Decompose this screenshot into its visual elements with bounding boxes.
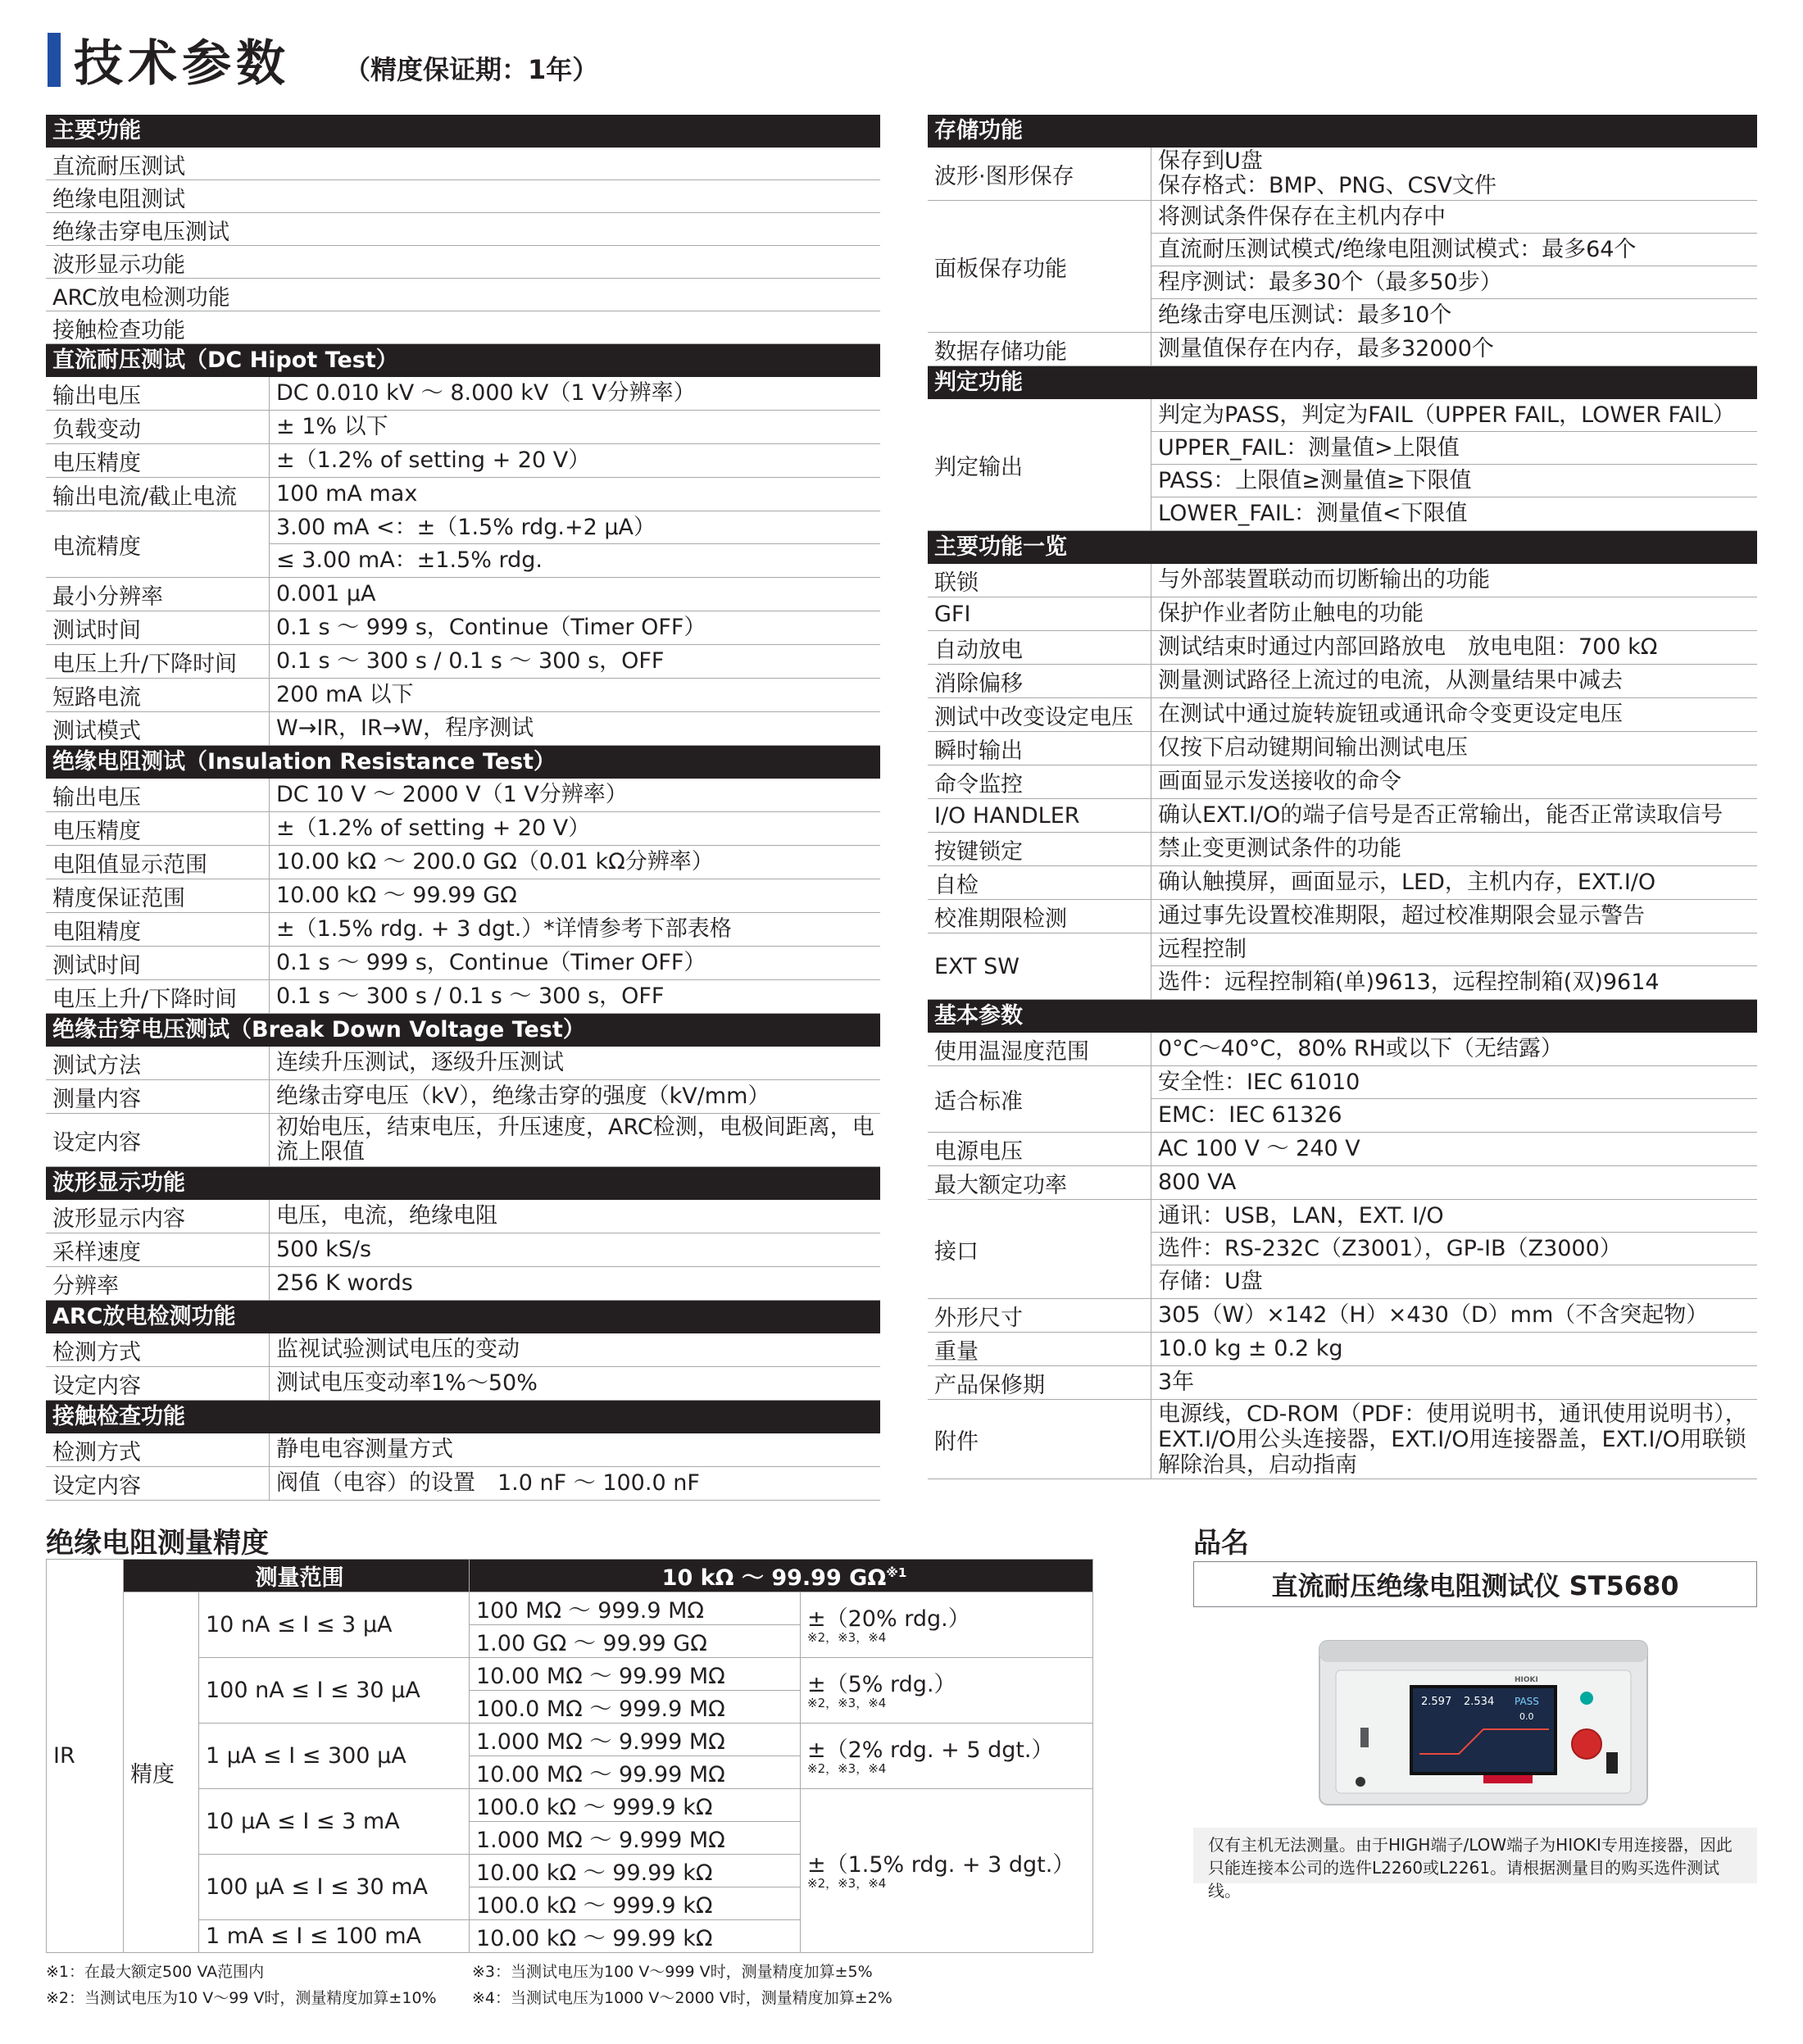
spec-label: 精度保证范围 xyxy=(52,885,185,911)
main-function-list xyxy=(46,148,880,344)
resistance-range: 10.00 MΩ ～ 99.99 MΩ xyxy=(470,1756,801,1789)
accuracy-value xyxy=(801,1592,1093,1658)
spec-label: 电压精度 xyxy=(52,818,141,844)
resistance-range: 10.00 MΩ ～ 99.99 MΩ xyxy=(470,1658,801,1691)
spec-value: 确认触摸屏，画面显示，LED，主机内存，EXT.I/O xyxy=(1158,870,1656,895)
current-range: 1 µA ≤ I ≤ 300 µA xyxy=(199,1724,470,1789)
spec-label: 测试时间 xyxy=(52,952,141,979)
range-header: 测量范围 xyxy=(124,1560,470,1592)
function-list-table xyxy=(928,564,1757,1000)
arc-table xyxy=(46,1333,880,1401)
spec-label: 测试模式 xyxy=(52,718,141,744)
accuracy-main: ±（1.5% rdg. + 3 dgt.） xyxy=(807,1851,1075,1878)
spec-label: 设定内容 xyxy=(52,1129,141,1156)
right-spec-column xyxy=(928,115,1757,1479)
accuracy-main: ±（5% rdg.） xyxy=(807,1671,956,1697)
current-range: 100 nA ≤ I ≤ 30 µA xyxy=(199,1658,470,1724)
section-storage: 存储功能 xyxy=(928,115,1757,148)
title-accent-bar xyxy=(48,33,61,87)
spec-label: 波形·图形保存 xyxy=(934,163,1074,189)
spec-label: 面板保存功能 xyxy=(934,256,1067,282)
resistance-range: 100.0 MΩ ～ 999.9 MΩ xyxy=(470,1691,801,1724)
spec-value: 通讯：USB，LAN，EXT. I/O xyxy=(1151,1200,1757,1233)
span-header xyxy=(470,1560,1093,1592)
spec-value: 阀值（电容）的设置 1.0 nF ～ 100.0 nF xyxy=(276,1470,700,1496)
spec-label: 电压上升/下降时间 xyxy=(52,986,238,1012)
spec-value: 选件：远程控制箱(单)9613，远程控制箱(双)9614 xyxy=(1158,970,1660,995)
spec-label: 消除偏移 xyxy=(934,670,1023,697)
spec-label: 产品保修期 xyxy=(934,1372,1045,1398)
spec-value: 10.00 kΩ ～ 200.0 GΩ（0.01 kΩ分辨率） xyxy=(276,849,714,874)
spec-label: 设定内容 xyxy=(52,1473,141,1499)
spec-value: 测试电压变动率1%～50% xyxy=(276,1370,538,1396)
accuracy-main: ±（20% rdg.） xyxy=(807,1606,970,1632)
span-header-text: 10 kΩ ～ 99.99 GΩ xyxy=(661,1565,887,1591)
spec-value: 程序测试：最多30个（最多50步） xyxy=(1151,266,1757,299)
spec-label: 测量内容 xyxy=(52,1086,141,1112)
current-range: 10 nA ≤ I ≤ 3 µA xyxy=(199,1592,470,1658)
precision-cell: 精度 xyxy=(124,1592,199,1953)
section-judgement: 判定功能 xyxy=(928,366,1757,399)
spec-value: 测量测试路径上流过的电流，从测量结果中减去 xyxy=(1158,668,1623,693)
spec-value: ±（1.2% of setting + 20 V） xyxy=(276,815,591,841)
spec-value: 直流耐压测试模式/绝缘电阻测试模式：最多64个 xyxy=(1151,234,1757,266)
section-contact-check: 接触检查功能 xyxy=(46,1401,880,1433)
page-title: 技术参数 xyxy=(74,35,290,93)
spec-value: 200 mA 以下 xyxy=(276,682,414,707)
current-range: 1 mA ≤ I ≤ 100 mA xyxy=(199,1920,470,1953)
spec-value: 远程控制 xyxy=(1151,933,1757,966)
section-main-functions: 主要功能 xyxy=(46,115,880,148)
spec-value: 确认EXT.I/O的端子信号是否正常输出，能否正常读取信号 xyxy=(1158,802,1724,828)
spec-label: 电源电压 xyxy=(934,1138,1023,1165)
spec-value: 800 VA xyxy=(1158,1170,1237,1195)
spec-line: 保存格式：BMP、PNG、CSV文件 xyxy=(1158,173,1496,198)
spec-label: 测试时间 xyxy=(52,617,141,643)
spec-label: 电阻精度 xyxy=(52,919,141,945)
spec-label: 判定输出 xyxy=(934,454,1023,480)
spec-value: 0.001 µA xyxy=(276,581,376,606)
spec-label: 负载变动 xyxy=(52,416,141,443)
spec-label: 重量 xyxy=(934,1338,979,1365)
spec-label: 按键锁定 xyxy=(934,838,1023,865)
resistance-range: 100 MΩ ～ 999.9 MΩ xyxy=(470,1592,801,1625)
screen-voltage-1: 2.597 xyxy=(1421,1696,1452,1708)
resistance-range: 100.0 kΩ ～ 999.9 kΩ xyxy=(470,1887,801,1920)
spec-value: AC 100 V ～ 240 V xyxy=(1158,1136,1360,1161)
spec-label: 电流精度 xyxy=(52,534,141,560)
spec-value: 0.1 s ～ 999 s，Continue（Timer OFF） xyxy=(276,950,706,975)
list-item: 绝缘击穿电压测试 xyxy=(52,219,229,245)
accuracy-title: 绝缘电阻测量精度 xyxy=(46,1527,269,1560)
screen-value: 0.0 xyxy=(1519,1711,1534,1722)
spec-label: 输出电压 xyxy=(52,784,141,811)
list-item: ARC放电检测功能 xyxy=(52,284,230,311)
spec-value: 3.00 mA <：±（1.5% rdg.+2 µA） xyxy=(270,511,880,544)
spec-value: 判定为PASS，判定为FAIL（UPPER FAIL，LOWER FAIL） xyxy=(1151,399,1757,432)
spec-label: 测试中改变设定电压 xyxy=(934,704,1133,730)
spec-label: 联锁 xyxy=(934,570,979,596)
spec-value xyxy=(1151,148,1757,200)
section-dc-hipot: 直流耐压测试（DC Hipot Test） xyxy=(46,344,880,377)
spec-value: ±（1.5% rdg. + 3 dgt.）*详情参考下部表格 xyxy=(276,916,732,942)
spec-label: 适合标准 xyxy=(934,1088,1023,1115)
product-caption: 仅有主机无法测量。由于HIGH端子/LOW端子为HIOKI专用连接器，因此只能连接本公司的选件L2260或L2261。请根据测量目的购买选件测试线。 xyxy=(1193,1828,1757,1883)
spec-label: GFI xyxy=(934,601,971,627)
spec-value: 10.00 kΩ ～ 99.99 GΩ xyxy=(276,883,517,908)
spec-label: 检测方式 xyxy=(52,1339,141,1365)
spec-value: ±（1.2% of setting + 20 V） xyxy=(276,447,591,473)
spec-value: 0°C～40°C，80% RH或以下（无结露） xyxy=(1158,1036,1563,1061)
note-1: ※1：在最大额定500 VA范围内 xyxy=(46,1963,265,1981)
spec-label: EXT SW xyxy=(934,953,1020,979)
accuracy-value xyxy=(801,1724,1093,1789)
note-4: ※4：当测试电压为1000 V～2000 V时，测量精度加算±2% xyxy=(472,1989,892,2007)
spec-value: LOWER_FAIL：测量值<下限值 xyxy=(1158,501,1468,526)
page-subtitle: （精度保证期：1年） xyxy=(344,54,599,85)
span-header-note: ※1 xyxy=(886,1565,907,1580)
dc-hipot-table xyxy=(46,377,880,746)
resistance-range: 1.00 GΩ ～ 99.99 GΩ xyxy=(470,1625,801,1658)
waveform-table xyxy=(46,1200,880,1301)
spec-label: 最小分辨率 xyxy=(52,584,163,610)
spec-value: 安全性：IEC 61010 xyxy=(1151,1066,1757,1099)
spec-value: 305（W）×142（H）×430（D）mm（不含突起物） xyxy=(1158,1302,1709,1328)
insulation-resistance-table xyxy=(46,779,880,1014)
resistance-range: 10.00 kΩ ～ 99.99 kΩ xyxy=(470,1920,801,1953)
spec-value: 存储：U盘 xyxy=(1158,1269,1263,1294)
left-spec-column xyxy=(46,115,880,1501)
spec-value: 0.1 s ～ 300 s / 0.1 s ～ 300 s，OFF xyxy=(276,648,665,674)
spec-value: 保护作业者防止触电的功能 xyxy=(1158,601,1424,626)
spec-label: 附件 xyxy=(934,1429,979,1455)
spec-value: 在测试中通过旋转旋钮或通讯命令变更设定电压 xyxy=(1158,702,1623,727)
spec-value: 监视试验测试电压的变动 xyxy=(276,1337,520,1362)
spec-label: 短路电流 xyxy=(52,684,141,711)
spec-value: 测试结束时通过内部回路放电 放电电阻：700 kΩ xyxy=(1158,634,1658,660)
list-item: 直流耐压测试 xyxy=(52,153,185,179)
spec-value: 0.1 s ～ 999 s，Continue（Timer OFF） xyxy=(276,615,706,640)
current-range: 10 µA ≤ I ≤ 3 mA xyxy=(199,1789,470,1855)
section-insulation-resistance: 绝缘电阻测试（Insulation Resistance Test） xyxy=(46,746,880,779)
spec-value: PASS：上限值≥测量值≥下限值 xyxy=(1151,465,1757,497)
product-photo xyxy=(1311,1631,1655,1811)
spec-value: 电源线，CD-ROM（PDF：使用说明书，通讯使用说明书），EXT.I/O用公头连接器，EXT.I/O用连接器盖，EXT.I/O用联锁解除治具，启动指南 xyxy=(1158,1401,1747,1478)
spec-value: 仅按下启动键期间输出测试电压 xyxy=(1158,735,1468,761)
product-title: 品名 xyxy=(1193,1527,1249,1560)
spec-value: 初始电压，结束电压，升压速度，ARC检测，电极间距离，电流上限值 xyxy=(276,1115,874,1165)
spec-label: 自检 xyxy=(934,872,979,898)
spec-label: 采样速度 xyxy=(52,1239,141,1265)
spec-label: 电阻值显示范围 xyxy=(52,852,207,878)
spec-label: 校准期限检测 xyxy=(934,906,1067,932)
spec-label: 分辨率 xyxy=(52,1273,119,1299)
current-range: 100 µA ≤ I ≤ 30 mA xyxy=(199,1855,470,1920)
spec-label: 检测方式 xyxy=(52,1439,141,1465)
spec-label: 电压精度 xyxy=(52,450,141,476)
accuracy-footnote: ※2，※3，※4 xyxy=(807,1760,887,1776)
spec-value: W→IR，IR→W，程序测试 xyxy=(276,715,534,741)
spec-value: ± 1% 以下 xyxy=(276,414,388,439)
spec-value: 测量值保存在内存，最多32000个 xyxy=(1158,336,1494,361)
accuracy-footnote: ※2，※3，※4 xyxy=(807,1875,887,1891)
list-item: 绝缘电阻测试 xyxy=(52,186,185,212)
spec-value: DC 10 V ～ 2000 V（1 V分辨率） xyxy=(276,782,628,807)
ir-cell: IR xyxy=(47,1560,124,1953)
spec-value: 通过事先设置校准期限，超过校准期限会显示警告 xyxy=(1158,903,1645,929)
spec-label: 命令监控 xyxy=(934,771,1023,797)
section-breakdown-voltage: 绝缘击穿电压测试（Break Down Voltage Test） xyxy=(46,1014,880,1047)
section-arc-detection: ARC放电检测功能 xyxy=(46,1301,880,1333)
accuracy-table xyxy=(46,1559,1093,1953)
spec-label: 最大额定功率 xyxy=(934,1172,1067,1198)
spec-label: 瞬时输出 xyxy=(934,738,1023,764)
spec-label: 测试方法 xyxy=(52,1052,141,1079)
screen-pass: PASS xyxy=(1515,1696,1539,1707)
accuracy-main: ±（2% rdg. + 5 dgt.） xyxy=(807,1737,1054,1763)
resistance-range: 1.000 MΩ ～ 9.999 MΩ xyxy=(470,1724,801,1756)
spec-label: 数据存储功能 xyxy=(934,338,1067,365)
spec-value: 500 kS/s xyxy=(276,1237,372,1262)
list-item: 波形显示功能 xyxy=(52,252,185,278)
resistance-range: 1.000 MΩ ～ 9.999 MΩ xyxy=(470,1822,801,1855)
section-waveform-display: 波形显示功能 xyxy=(46,1167,880,1200)
accuracy-footnote: ※2，※3，※4 xyxy=(807,1695,887,1710)
note-3: ※3：当测试电压为100 V～999 V时，测量精度加算±5% xyxy=(472,1963,873,1981)
spec-value: 100 mA max xyxy=(276,481,418,506)
spec-label: I/O HANDLER xyxy=(934,802,1080,829)
spec-value: 256 K words xyxy=(276,1270,413,1296)
accuracy-value xyxy=(801,1658,1093,1724)
screen-voltage-2: 2.534 xyxy=(1464,1696,1495,1708)
note-2: ※2：当测试电压为10 V～99 V时，测量精度加算±10% xyxy=(46,1989,437,2007)
spec-label: 电压上升/下降时间 xyxy=(52,651,238,677)
spec-label: 接口 xyxy=(934,1238,979,1265)
spec-value: 与外部装置联动而切断输出的功能 xyxy=(1158,567,1490,593)
spec-value: 连续升压测试，逐级升压测试 xyxy=(276,1050,564,1075)
spec-label: 外形尺寸 xyxy=(934,1305,1023,1331)
resistance-range: 100.0 kΩ ～ 999.9 kΩ xyxy=(470,1789,801,1822)
accuracy-notes xyxy=(46,1959,1111,2011)
spec-label: 使用温湿度范围 xyxy=(934,1038,1089,1065)
spec-value: EMC：IEC 61326 xyxy=(1158,1102,1342,1128)
resistance-range: 10.00 kΩ ～ 99.99 kΩ xyxy=(470,1855,801,1887)
spec-label: 输出电压 xyxy=(52,383,141,409)
spec-value: DC 0.010 kV ～ 8.000 kV（1 V分辨率） xyxy=(276,380,696,406)
spec-value: 10.0 kg ± 0.2 kg xyxy=(1158,1336,1343,1361)
spec-value: 绝缘击穿电压（kV），绝缘击穿的强度（kV/mm） xyxy=(276,1083,770,1109)
basic-params-table xyxy=(928,1033,1757,1479)
spec-value: 绝缘击穿电压测试：最多10个 xyxy=(1158,302,1452,328)
spec-value: 将测试条件保存在主机内存中 xyxy=(1151,201,1757,234)
product-name: 直流耐压绝缘电阻测试仪 ST5680 xyxy=(1193,1561,1757,1607)
spec-line: 保存到U盘 xyxy=(1158,148,1263,174)
spec-value: 静电电容测量方式 xyxy=(276,1437,453,1462)
spec-value: 电压，电流，绝缘电阻 xyxy=(276,1203,497,1229)
breakdown-voltage-table xyxy=(46,1047,880,1167)
spec-label: 波形显示内容 xyxy=(52,1206,185,1232)
list-item: 接触检查功能 xyxy=(52,317,185,343)
spec-value: 0.1 s ～ 300 s / 0.1 s ～ 300 s，OFF xyxy=(276,983,665,1009)
spec-label: 输出电流/截止电流 xyxy=(52,484,238,510)
accuracy-footnote: ※2，※3，※4 xyxy=(807,1629,887,1645)
spec-value: UPPER_FAIL：测量值>上限值 xyxy=(1151,432,1757,465)
spec-value: 选件：RS-232C（Z3001），GP-IB（Z3000） xyxy=(1151,1233,1757,1265)
spec-value: 3年 xyxy=(1158,1369,1195,1395)
section-basic-params: 基本参数 xyxy=(928,1000,1757,1033)
contact-check-table xyxy=(46,1433,880,1501)
spec-value: 画面显示发送接收的命令 xyxy=(1158,769,1401,794)
spec-value: ≤ 3.00 mA：±1.5% rdg. xyxy=(276,547,543,573)
spec-label: 设定内容 xyxy=(52,1373,141,1399)
accuracy-value xyxy=(801,1789,1093,1953)
spec-label: 自动放电 xyxy=(934,637,1023,663)
device-brand: HIOKI xyxy=(1515,1676,1538,1684)
spec-value: 禁止变更测试条件的功能 xyxy=(1158,836,1401,861)
section-function-list: 主要功能一览 xyxy=(928,531,1757,564)
